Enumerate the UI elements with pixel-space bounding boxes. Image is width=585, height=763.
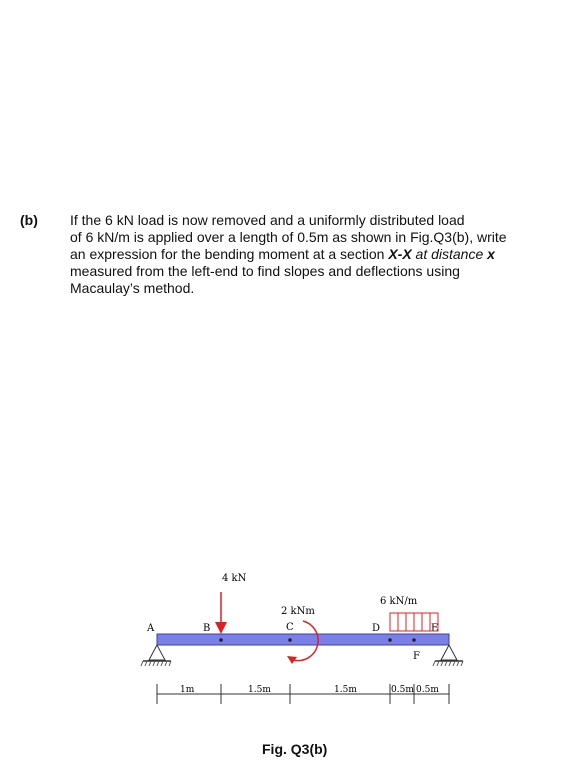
- question-line-3-text: an expression for the bending moment at a section: [70, 246, 389, 262]
- point-e-label: E: [431, 623, 439, 634]
- point-f-dot: [412, 638, 416, 642]
- udl-label: 6 kN/m: [380, 596, 418, 607]
- point-b-label: B: [203, 623, 211, 634]
- point-c-dot: [288, 638, 292, 642]
- question-line-1: If the 6 kN load is now removed and a uniformly distributed load: [70, 212, 465, 228]
- point-f-label: F: [413, 651, 420, 662]
- question-line-2: of 6 kN/m is applied over a length of 0.5m as shown in Fig.Q3(b), write: [70, 229, 507, 245]
- moment-label: 2 kNm: [281, 606, 315, 617]
- dim-label-ab: 1m: [180, 685, 195, 695]
- distance-variable: x: [487, 246, 495, 262]
- dim-label-cd: 1.5m: [334, 685, 357, 695]
- dim-label-bc: 1.5m: [248, 685, 271, 695]
- section-label: X-X: [388, 246, 412, 262]
- point-d-dot: [388, 638, 392, 642]
- question-label: (b): [20, 212, 38, 228]
- dim-label-df: 0.5m: [391, 685, 414, 695]
- distance-text: at distance: [411, 246, 488, 262]
- pin-support-right: [433, 645, 463, 666]
- figure-caption: Fig. Q3(b): [262, 741, 328, 757]
- question-line-5: Macaulay’s method.: [70, 280, 195, 296]
- point-d-label: D: [372, 623, 381, 634]
- pin-support-left: [141, 645, 171, 666]
- point-c-label: C: [286, 622, 294, 633]
- question-line-4: measured from the left-end to find slopes and deflections using: [70, 263, 460, 279]
- dim-label-fe: 0.5m: [416, 685, 439, 695]
- point-a-label: A: [147, 623, 155, 634]
- point-b-dot: [219, 638, 223, 642]
- beam: [157, 634, 449, 645]
- point-load-label: 4 kN: [222, 573, 247, 584]
